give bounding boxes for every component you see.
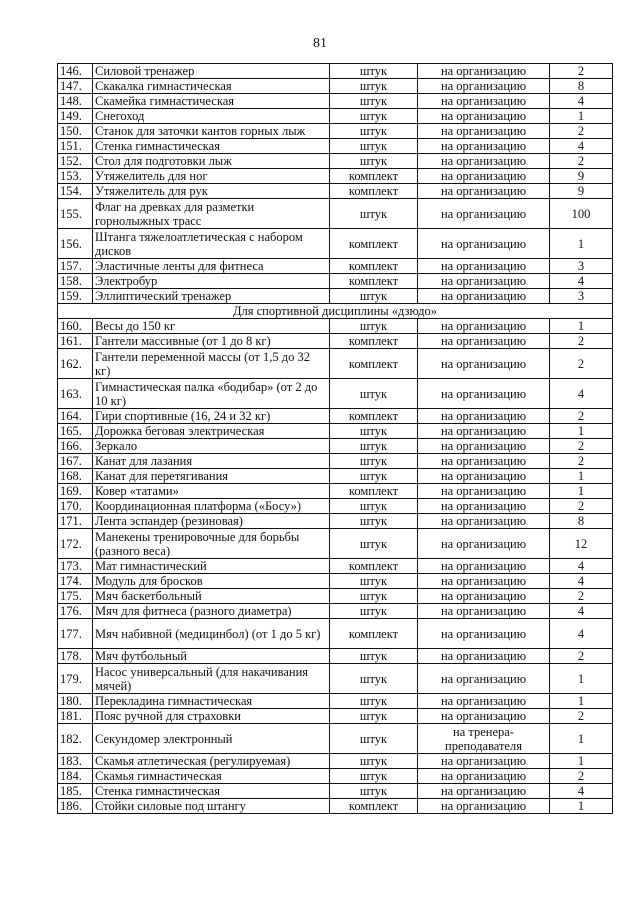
table-row	[58, 694, 613, 709]
item-name: Флаг на древках для разметки горнолыжных трасс	[93, 199, 330, 229]
item-rate: на организацию	[418, 784, 550, 799]
table-row	[58, 79, 613, 94]
row-number: 164.	[58, 409, 93, 424]
row-number: 155.	[58, 199, 93, 229]
item-unit: штук	[330, 439, 418, 454]
item-name: Эластичные ленты для фитнеса	[93, 259, 330, 274]
row-number: 171.	[58, 514, 93, 529]
item-rate: на организацию	[418, 799, 550, 814]
item-rate: на организацию	[418, 514, 550, 529]
item-name: Скакалка гимнастическая	[93, 79, 330, 94]
item-rate: на организацию	[418, 379, 550, 409]
table-row	[58, 229, 613, 259]
item-unit: штук	[330, 289, 418, 304]
item-rate: на организацию	[418, 334, 550, 349]
item-rate: на организацию	[418, 199, 550, 229]
table-row	[58, 154, 613, 169]
item-rate: на организацию	[418, 559, 550, 574]
item-quantity: 3	[550, 289, 613, 304]
item-quantity: 1	[550, 469, 613, 484]
item-quantity: 2	[550, 589, 613, 604]
item-quantity: 12	[550, 529, 613, 559]
item-unit: комплект	[330, 184, 418, 199]
item-rate: на организацию	[418, 574, 550, 589]
item-name: Утяжелитель для рук	[93, 184, 330, 199]
item-name: Станок для заточки кантов горных лыж	[93, 124, 330, 139]
item-rate: на организацию	[418, 259, 550, 274]
item-name: Канат для перетягивания	[93, 469, 330, 484]
table-row	[58, 424, 613, 439]
table-row	[58, 664, 613, 694]
row-number: 147.	[58, 79, 93, 94]
item-rate: на организацию	[418, 409, 550, 424]
item-rate: на организацию	[418, 349, 550, 379]
table-row	[58, 514, 613, 529]
row-number: 154.	[58, 184, 93, 199]
row-number: 150.	[58, 124, 93, 139]
item-rate: на организацию	[418, 589, 550, 604]
item-quantity: 2	[550, 709, 613, 724]
item-rate: на организацию	[418, 694, 550, 709]
item-rate: на организацию	[418, 619, 550, 649]
item-unit: штук	[330, 469, 418, 484]
item-rate: на организацию	[418, 439, 550, 454]
table-row	[58, 529, 613, 559]
item-rate: на тренера-преподавателя	[418, 724, 550, 754]
table-row	[58, 724, 613, 754]
item-name: Дорожка беговая электрическая	[93, 424, 330, 439]
item-quantity: 2	[550, 124, 613, 139]
row-number: 183.	[58, 754, 93, 769]
item-unit: комплект	[330, 334, 418, 349]
item-name: Секундомер электронный	[93, 724, 330, 754]
item-name: Гимнастическая палка «бодибар» (от 2 до 10 кг)	[93, 379, 330, 409]
table-row	[58, 769, 613, 784]
item-rate: на организацию	[418, 94, 550, 109]
item-name: Весы до 150 кг	[93, 319, 330, 334]
item-quantity: 2	[550, 649, 613, 664]
row-number: 172.	[58, 529, 93, 559]
table-row	[58, 574, 613, 589]
item-name: Стенка гимнастическая	[93, 139, 330, 154]
item-quantity: 2	[550, 499, 613, 514]
item-rate: на организацию	[418, 289, 550, 304]
row-number: 179.	[58, 664, 93, 694]
item-unit: штук	[330, 199, 418, 229]
item-unit: комплект	[330, 559, 418, 574]
row-number: 153.	[58, 169, 93, 184]
item-quantity: 4	[550, 619, 613, 649]
item-name: Штанга тяжелоатлетическая с набором дисков	[93, 229, 330, 259]
table-row	[58, 454, 613, 469]
row-number: 168.	[58, 469, 93, 484]
item-quantity: 1	[550, 484, 613, 499]
row-number: 166.	[58, 439, 93, 454]
table-row	[58, 274, 613, 289]
table-body-bottom	[58, 319, 613, 814]
item-unit: комплект	[330, 169, 418, 184]
item-quantity: 2	[550, 409, 613, 424]
item-unit: комплект	[330, 799, 418, 814]
table-row	[58, 379, 613, 409]
item-quantity: 4	[550, 94, 613, 109]
item-name: Гантели массивные (от 1 до 8 кг)	[93, 334, 330, 349]
item-rate: на организацию	[418, 79, 550, 94]
item-name: Гири спортивные (16, 24 и 32 кг)	[93, 409, 330, 424]
item-unit: штук	[330, 499, 418, 514]
table-row	[58, 589, 613, 604]
item-unit: штук	[330, 139, 418, 154]
item-name: Скамья гимнастическая	[93, 769, 330, 784]
row-number: 163.	[58, 379, 93, 409]
item-quantity: 1	[550, 109, 613, 124]
item-name: Стойки силовые под штангу	[93, 799, 330, 814]
row-number: 174.	[58, 574, 93, 589]
item-name: Мяч набивной (медицинбол) (от 1 до 5 кг)	[93, 619, 330, 649]
table-row	[58, 499, 613, 514]
item-name: Силовой тренажер	[93, 64, 330, 79]
row-number: 148.	[58, 94, 93, 109]
item-name: Эллиптический тренажер	[93, 289, 330, 304]
item-unit: комплект	[330, 484, 418, 499]
item-quantity: 1	[550, 424, 613, 439]
item-unit: штук	[330, 754, 418, 769]
item-name: Манекены тренировочные для борьбы (разного веса)	[93, 529, 330, 559]
item-rate: на организацию	[418, 154, 550, 169]
item-rate: на организацию	[418, 484, 550, 499]
item-rate: на организацию	[418, 664, 550, 694]
item-name: Координационная платформа («Босу»)	[93, 499, 330, 514]
item-name: Насос универсальный (для накачивания мячей)	[93, 664, 330, 694]
item-name: Скамейка гимнастическая	[93, 94, 330, 109]
item-unit: комплект	[330, 619, 418, 649]
table-row	[58, 64, 613, 79]
item-unit: штук	[330, 664, 418, 694]
row-number: 170.	[58, 499, 93, 514]
item-unit: штук	[330, 94, 418, 109]
table-row	[58, 649, 613, 664]
table-row	[58, 259, 613, 274]
row-number: 152.	[58, 154, 93, 169]
row-number: 184.	[58, 769, 93, 784]
item-unit: штук	[330, 784, 418, 799]
table-row	[58, 799, 613, 814]
item-quantity: 1	[550, 694, 613, 709]
item-quantity: 2	[550, 154, 613, 169]
table-row	[58, 349, 613, 379]
item-name: Пояс ручной для страховки	[93, 709, 330, 724]
item-rate: на организацию	[418, 64, 550, 79]
row-number: 175.	[58, 589, 93, 604]
section-row	[58, 304, 613, 319]
table-row	[58, 289, 613, 304]
item-name: Канат для лазания	[93, 454, 330, 469]
row-number: 181.	[58, 709, 93, 724]
item-quantity: 4	[550, 784, 613, 799]
row-number: 156.	[58, 229, 93, 259]
item-quantity: 4	[550, 379, 613, 409]
item-rate: на организацию	[418, 124, 550, 139]
row-number: 169.	[58, 484, 93, 499]
row-number: 178.	[58, 649, 93, 664]
item-unit: штук	[330, 79, 418, 94]
row-number: 149.	[58, 109, 93, 124]
item-name: Мяч баскетбольный	[93, 589, 330, 604]
item-name: Перекладина гимнастическая	[93, 694, 330, 709]
table-row	[58, 319, 613, 334]
row-number: 167.	[58, 454, 93, 469]
item-quantity: 2	[550, 334, 613, 349]
item-rate: на организацию	[418, 184, 550, 199]
item-unit: штук	[330, 769, 418, 784]
item-name: Утяжелитель для ног	[93, 169, 330, 184]
item-quantity: 3	[550, 259, 613, 274]
item-quantity: 2	[550, 64, 613, 79]
row-number: 173.	[58, 559, 93, 574]
page-number: 81	[313, 36, 327, 51]
item-rate: на организацию	[418, 649, 550, 664]
item-quantity: 1	[550, 319, 613, 334]
item-quantity: 1	[550, 229, 613, 259]
item-quantity: 2	[550, 769, 613, 784]
item-unit: штук	[330, 589, 418, 604]
item-quantity: 100	[550, 199, 613, 229]
item-name: Гантели переменной массы (от 1,5 до 32 кг)	[93, 349, 330, 379]
item-name: Скамья атлетическая (регулируемая)	[93, 754, 330, 769]
item-quantity: 4	[550, 274, 613, 289]
item-name: Модуль для бросков	[93, 574, 330, 589]
row-number: 180.	[58, 694, 93, 709]
item-rate: на организацию	[418, 469, 550, 484]
item-name: Электробур	[93, 274, 330, 289]
item-unit: штук	[330, 64, 418, 79]
item-quantity: 9	[550, 169, 613, 184]
item-unit: штук	[330, 694, 418, 709]
item-rate: на организацию	[418, 754, 550, 769]
row-number: 159.	[58, 289, 93, 304]
item-name: Лента эспандер (резиновая)	[93, 514, 330, 529]
row-number: 186.	[58, 799, 93, 814]
item-unit: штук	[330, 724, 418, 754]
item-quantity: 9	[550, 184, 613, 199]
item-quantity: 4	[550, 574, 613, 589]
row-number: 157.	[58, 259, 93, 274]
item-unit: комплект	[330, 274, 418, 289]
table-row	[58, 469, 613, 484]
item-unit: штук	[330, 124, 418, 139]
item-quantity: 2	[550, 439, 613, 454]
table-row	[58, 604, 613, 619]
item-rate: на организацию	[418, 139, 550, 154]
item-unit: штук	[330, 604, 418, 619]
item-rate: на организацию	[418, 529, 550, 559]
item-rate: на организацию	[418, 499, 550, 514]
row-number: 146.	[58, 64, 93, 79]
item-quantity: 4	[550, 559, 613, 574]
item-rate: на организацию	[418, 769, 550, 784]
row-number: 151.	[58, 139, 93, 154]
table-section	[58, 304, 613, 319]
item-unit: штук	[330, 109, 418, 124]
table-row	[58, 754, 613, 769]
row-number: 158.	[58, 274, 93, 289]
item-quantity: 2	[550, 349, 613, 379]
row-number: 162.	[58, 349, 93, 379]
table-row	[58, 139, 613, 154]
row-number: 185.	[58, 784, 93, 799]
item-name: Снегоход	[93, 109, 330, 124]
row-number: 165.	[58, 424, 93, 439]
item-unit: комплект	[330, 259, 418, 274]
table-row	[58, 484, 613, 499]
item-rate: на организацию	[418, 229, 550, 259]
item-rate: на организацию	[418, 319, 550, 334]
item-unit: комплект	[330, 349, 418, 379]
row-number: 182.	[58, 724, 93, 754]
item-quantity: 8	[550, 79, 613, 94]
item-unit: штук	[330, 529, 418, 559]
item-name: Стол для подготовки лыж	[93, 154, 330, 169]
table-row	[58, 439, 613, 454]
table-row	[58, 709, 613, 724]
table-row	[58, 409, 613, 424]
row-number: 177.	[58, 619, 93, 649]
table-row	[58, 559, 613, 574]
item-name: Ковер «татами»	[93, 484, 330, 499]
item-unit: комплект	[330, 229, 418, 259]
item-rate: на организацию	[418, 274, 550, 289]
table-row	[58, 109, 613, 124]
item-unit: штук	[330, 319, 418, 334]
table-row	[58, 124, 613, 139]
item-unit: штук	[330, 154, 418, 169]
table-row	[58, 184, 613, 199]
item-unit: штук	[330, 709, 418, 724]
item-unit: штук	[330, 649, 418, 664]
item-quantity: 4	[550, 139, 613, 154]
section-title: Для спортивной дисциплины «дзюдо»	[58, 304, 613, 319]
item-quantity: 8	[550, 514, 613, 529]
item-name: Стенка гимнастическая	[93, 784, 330, 799]
item-quantity: 1	[550, 724, 613, 754]
item-quantity: 1	[550, 664, 613, 694]
table-row	[58, 94, 613, 109]
row-number: 161.	[58, 334, 93, 349]
item-rate: на организацию	[418, 109, 550, 124]
table-row	[58, 169, 613, 184]
item-rate: на организацию	[418, 454, 550, 469]
item-quantity: 4	[550, 604, 613, 619]
item-rate: на организацию	[418, 709, 550, 724]
item-quantity: 1	[550, 754, 613, 769]
table-row	[58, 784, 613, 799]
item-name: Мат гимнастический	[93, 559, 330, 574]
item-rate: на организацию	[418, 169, 550, 184]
item-unit: штук	[330, 454, 418, 469]
row-number: 160.	[58, 319, 93, 334]
item-quantity: 1	[550, 799, 613, 814]
item-name: Зеркало	[93, 439, 330, 454]
item-quantity: 2	[550, 454, 613, 469]
item-unit: штук	[330, 514, 418, 529]
table-row	[58, 199, 613, 229]
table-row	[58, 334, 613, 349]
item-unit: комплект	[330, 409, 418, 424]
equipment-table	[57, 63, 613, 814]
item-unit: штук	[330, 574, 418, 589]
table-body-top	[58, 64, 613, 304]
table-row	[58, 619, 613, 649]
item-rate: на организацию	[418, 604, 550, 619]
item-name: Мяч футбольный	[93, 649, 330, 664]
item-unit: штук	[330, 379, 418, 409]
item-name: Мяч для фитнеса (разного диаметра)	[93, 604, 330, 619]
row-number: 176.	[58, 604, 93, 619]
item-rate: на организацию	[418, 424, 550, 439]
item-unit: штук	[330, 424, 418, 439]
